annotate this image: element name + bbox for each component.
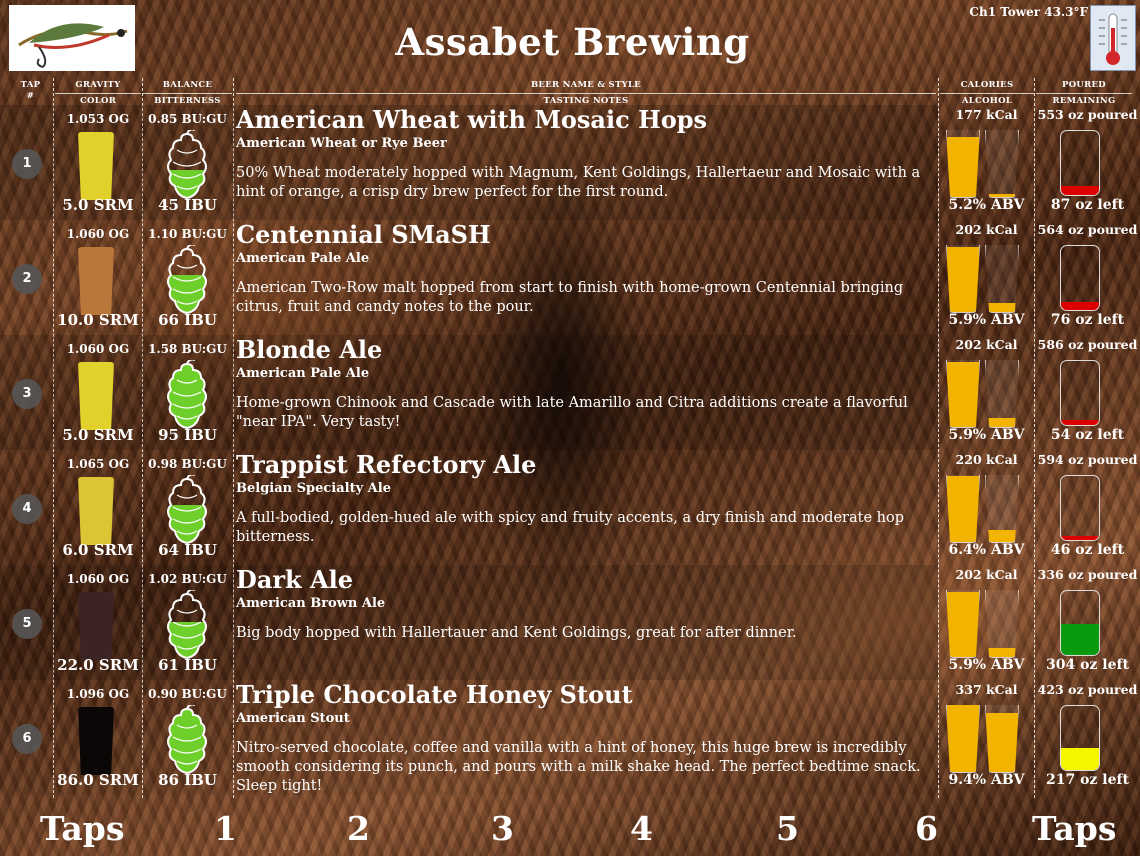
footer-tap-6[interactable]: 6 [915, 809, 938, 848]
beer-style: American Pale Ale [236, 251, 370, 266]
calories: 202 kCal [955, 222, 1018, 237]
alcohol-glass-icon [985, 475, 1019, 543]
tasting-notes: American Two-Row malt hopped from start to finish with home-grown Centennial bringing citrus, fruit and candy notes to the pour. [236, 280, 904, 315]
header-poured: POURED REMAINING [1036, 78, 1132, 109]
keg-level-icon [1060, 475, 1100, 541]
beer-name: Triple Chocolate Honey Stout [236, 680, 633, 709]
footer-taps-left: Taps [40, 809, 125, 848]
header-gravity: GRAVITY COLOR [55, 78, 141, 109]
bu-gu-ratio: 1.02 BU:GU [148, 572, 227, 586]
tap-number-badge: 1 [12, 149, 42, 179]
keg-level-icon [1060, 130, 1100, 196]
calories-glass-icon [946, 245, 980, 313]
tap-number-badge: 4 [12, 494, 42, 524]
alcohol-glass-icon [985, 245, 1019, 313]
calories: 220 kCal [955, 452, 1018, 467]
ounces-poured: 586 oz poured [1037, 337, 1138, 352]
header-tap: TAP # [20, 80, 41, 101]
alcohol-glass-icon [985, 130, 1019, 198]
tasting-notes: Nitro-served chocolate, coffee and vanilla with a hint of honey, this huge brew is incredibly smooth considering its punch, and pours with a milk shake head. The perfect bedtime snack. Sleep tight! [236, 740, 921, 794]
srm-color: 22.0 SRM [57, 656, 139, 674]
tap-row [0, 565, 1140, 680]
bu-gu-ratio: 0.98 BU:GU [148, 457, 227, 471]
ounces-poured: 594 oz poured [1037, 452, 1138, 467]
ounces-remaining: 87 oz left [1050, 197, 1125, 213]
beer-name: Trappist Refectory Ale [236, 450, 537, 479]
beer-color-glass-icon [78, 707, 114, 775]
original-gravity: 1.060 OG [66, 227, 130, 241]
tap-row [0, 450, 1140, 565]
ounces-poured: 564 oz poured [1037, 222, 1138, 237]
ounces-remaining: 76 oz left [1050, 312, 1125, 328]
footer-tap-5[interactable]: 5 [776, 809, 799, 848]
tap-row [0, 335, 1140, 450]
beer-color-glass-icon [78, 132, 114, 200]
beer-color-glass-icon [78, 247, 114, 315]
alcohol-by-volume: 9.4% ABV [948, 772, 1025, 788]
calories-glass-icon [946, 705, 980, 773]
bu-gu-ratio: 1.58 BU:GU [148, 342, 227, 356]
alcohol-by-volume: 5.9% ABV [948, 427, 1025, 443]
calories-glass-icon [946, 360, 980, 428]
calories-glass-icon [946, 590, 980, 658]
beer-name: Dark Ale [236, 565, 353, 594]
alcohol-by-volume: 5.9% ABV [948, 312, 1025, 328]
bu-gu-ratio: 1.10 BU:GU [148, 227, 227, 241]
keg-level-icon [1060, 590, 1100, 656]
original-gravity: 1.096 OG [66, 687, 130, 701]
bu-gu-ratio: 0.85 BU:GU [148, 112, 227, 126]
footer-tap-2[interactable]: 2 [347, 809, 370, 848]
tasting-notes: Home-grown Chinook and Cascade with late Amarillo and Citra additions create a flavorful "near IPA". Very tasty! [236, 395, 908, 430]
srm-color: 5.0 SRM [62, 426, 134, 444]
beer-style: American Brown Ale [236, 596, 386, 611]
tasting-notes: 50% Wheat moderately hopped with Magnum, Kent Goldings, Hallertaeur and Mosaic with a hint of orange, a crisp dry brew perfect for the first round. [236, 165, 921, 200]
header-beer: BEER NAME & STYLE TASTING NOTES [236, 78, 936, 109]
thermometer-icon [1090, 5, 1136, 71]
srm-color: 86.0 SRM [57, 771, 139, 789]
tap-number-badge: 5 [12, 609, 42, 639]
tap-row [0, 680, 1140, 795]
hop-icon [165, 705, 209, 775]
calories-glass-icon [946, 475, 980, 543]
alcohol-by-volume: 6.4% ABV [948, 542, 1025, 558]
alcohol-glass-icon [985, 360, 1019, 428]
beer-color-glass-icon [78, 477, 114, 545]
tasting-notes: A full-bodied, golden-hued ale with spicy and fruity accents, a dry finish and moderate hop bitterness. [236, 510, 904, 545]
ounces-poured: 336 oz poured [1037, 567, 1138, 582]
beer-style: American Pale Ale [236, 366, 370, 381]
footer-taps-right: Taps [1032, 809, 1117, 848]
alcohol-glass-icon [985, 590, 1019, 658]
hop-icon [165, 590, 209, 660]
calories-glass-icon [946, 130, 980, 198]
tap-number-badge: 6 [12, 724, 42, 754]
ibu-bitterness: 66 IBU [158, 311, 217, 329]
hop-icon [165, 475, 209, 545]
ibu-bitterness: 64 IBU [158, 541, 217, 559]
bu-gu-ratio: 0.90 BU:GU [148, 687, 227, 701]
beer-style: Belgian Specialty Ale [236, 481, 391, 496]
calories: 337 kCal [955, 682, 1018, 697]
keg-level-icon [1060, 705, 1100, 771]
tap-row [0, 105, 1140, 220]
hop-icon [165, 360, 209, 430]
footer-tap-3[interactable]: 3 [491, 809, 514, 848]
ibu-bitterness: 61 IBU [158, 656, 217, 674]
header-calories: CALORIES ALCOHOL [940, 78, 1034, 109]
srm-color: 6.0 SRM [62, 541, 134, 559]
calories: 202 kCal [955, 337, 1018, 352]
ounces-poured: 423 oz poured [1037, 682, 1138, 697]
beer-style: American Stout [236, 711, 350, 726]
alcohol-by-volume: 5.9% ABV [948, 657, 1025, 673]
beer-name: Centennial SMaSH [236, 220, 491, 249]
calories: 202 kCal [955, 567, 1018, 582]
ounces-remaining: 304 oz left [1046, 657, 1129, 673]
hop-icon [165, 245, 209, 315]
ounces-remaining: 54 oz left [1050, 427, 1125, 443]
footer-tap-4[interactable]: 4 [630, 809, 653, 848]
header-balance: BALANCE BITTERNESS [143, 78, 232, 109]
keg-level-icon [1060, 245, 1100, 311]
calories: 177 kCal [955, 107, 1018, 122]
ibu-bitterness: 45 IBU [158, 196, 217, 214]
ounces-remaining: 46 oz left [1050, 542, 1125, 558]
beer-name: American Wheat with Mosaic Hops [236, 105, 708, 134]
tap-row [0, 220, 1140, 335]
ibu-bitterness: 86 IBU [158, 771, 217, 789]
brewery-title: Assabet Brewing [395, 20, 750, 64]
original-gravity: 1.065 OG [66, 457, 130, 471]
alcohol-glass-icon [985, 705, 1019, 773]
alcohol-by-volume: 5.2% ABV [948, 197, 1025, 213]
original-gravity: 1.060 OG [66, 572, 130, 586]
original-gravity: 1.060 OG [66, 342, 130, 356]
tap-number-badge: 3 [12, 379, 42, 409]
hop-icon [165, 130, 209, 200]
tasting-notes: Big body hopped with Hallertauer and Kent Goldings, great for after dinner. [236, 625, 797, 641]
beer-style: American Wheat or Rye Beer [236, 136, 447, 151]
footer-tap-1[interactable]: 1 [214, 809, 237, 848]
srm-color: 5.0 SRM [62, 196, 134, 214]
srm-color: 10.0 SRM [57, 311, 139, 329]
beer-name: Blonde Ale [236, 335, 383, 364]
original-gravity: 1.053 OG [66, 112, 130, 126]
ounces-remaining: 217 oz left [1046, 772, 1129, 788]
tower-temperature: Ch1 Tower 43.3°F [969, 5, 1088, 19]
beer-color-glass-icon [78, 362, 114, 430]
ounces-poured: 553 oz poured [1037, 107, 1138, 122]
ibu-bitterness: 95 IBU [158, 426, 217, 444]
keg-level-icon [1060, 360, 1100, 426]
tap-number-badge: 2 [12, 264, 42, 294]
beer-color-glass-icon [78, 592, 114, 660]
